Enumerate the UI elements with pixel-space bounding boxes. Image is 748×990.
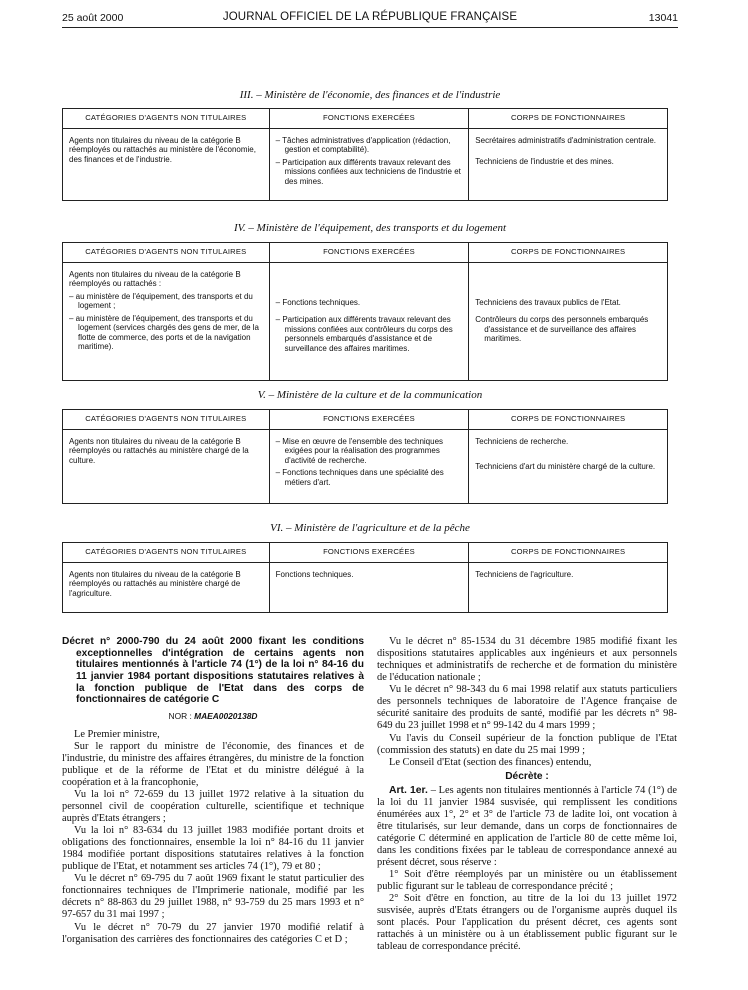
cell-corps <box>469 430 668 504</box>
col-header-corps: CORPS DE FONCTIONNAIRES <box>469 410 668 430</box>
cell-categories <box>63 563 270 613</box>
cell-text: Agents non titulaires du niveau de la catégorie B réemployés ou rattachés au ministère de l'économie, des finances et de l'industrie. <box>69 136 256 164</box>
decree-left-column <box>62 636 364 946</box>
cell-text: Agents non titulaires du niveau de la catégorie B réemployés ou rattachés au ministère chargé de l'agriculture. <box>69 570 241 598</box>
cell-text: – Fonctions techniques. <box>275 298 361 307</box>
cell-categories <box>63 430 270 504</box>
paragraph: Vu le décret n° 85-1534 du 31 décembre 1985 modifié fixant les dispositions statutaires applicables aux ingénieurs et aux personnels techniques et administratifs de recherche et de formation du ministère de l'éducation nationale ; <box>377 636 677 684</box>
col-header-corps: CORPS DE FONCTIONNAIRES <box>469 543 668 563</box>
cell-text: Secrétaires administratifs d'administration centrale. <box>475 136 657 145</box>
decrete-heading: Décrète : <box>505 770 549 782</box>
col-header-categories: CATÉGORIES D'AGENTS NON TITULAIRES <box>63 109 270 129</box>
cell-text: Techniciens de recherche. <box>475 437 569 446</box>
cell-text: – au ministère de l'équipement, des transports et du logement (services chargés des gens de mer, de la flotte de commerce, des ports et de la navigation maritime). <box>69 313 259 352</box>
cell-text: Techniciens de l'industrie et des mines. <box>475 157 614 167</box>
cell-text: Contrôleurs du corps des personnels embarqués d'assistance et de surveillance des affaires maritimes. <box>475 315 649 344</box>
cell-fonctions <box>269 563 469 613</box>
col-header-corps: CORPS DE FONCTIONNAIRES <box>469 243 668 263</box>
cell-categories <box>63 129 270 201</box>
paragraph: Vu l'avis du Conseil supérieur de la fonction publique de l'Etat (commission des statuts) en date du 25 mai 1999 ; <box>377 732 677 756</box>
col-header-fonctions: FONCTIONS EXERCÉES <box>269 109 469 129</box>
table-section-v <box>62 409 668 504</box>
nor-code: MAEA0020138D <box>194 710 258 721</box>
page-header <box>62 10 678 28</box>
col-header-categories: CATÉGORIES D'AGENTS NON TITULAIRES <box>63 243 270 263</box>
cell-text: – Fonctions techniques dans une spécialité des métiers d'art. <box>275 468 444 487</box>
cell-text: – Participation aux différents travaux relevant des missions confiées aux contrôleurs du corps des personnels embarqués d'assistance et de surveillance des affaires maritimes. <box>275 315 453 353</box>
article-item: 2° Soit d'être en fonction, au titre de la loi du 13 juillet 1972 susvisée, auprès d'Etats étrangers ou de l'organisme auprès duquel ils sont placés. Pour l'application du présent décret, ces agents sont rattachés à un ministère ou à un établissement public figurant sur le tableau de correspondance précité. <box>377 893 677 953</box>
cell-corps <box>469 563 668 613</box>
table-section-iv <box>62 242 668 381</box>
section-title-vi: VI. – Ministère de l'agriculture et de la pêche <box>270 522 470 534</box>
cell-text: Agents non titulaires du niveau de la catégorie B réemployés ou rattachés au ministère chargé de la culture. <box>69 437 249 465</box>
article-item: 1° Soit d'être réemployés par un ministère ou un établissement public figurant sur le tableau de correspondance précité ; <box>377 868 677 893</box>
cell-categories <box>63 263 270 381</box>
cell-corps <box>469 129 668 201</box>
paragraph: Vu la loi n° 72-659 du 13 juillet 1972 relative à la situation du personnel civil de coopération culturelle, scientifique et technique auprès d'Etats étrangers ; <box>62 788 364 824</box>
journal-title: JOURNAL OFFICIEL DE LA RÉPUBLIQUE FRANÇAISE <box>222 11 518 23</box>
cell-text: Techniciens de l'agriculture. <box>475 570 574 579</box>
cell-fonctions <box>269 129 469 201</box>
article-label: Art. 1er. <box>389 784 428 796</box>
cell-fonctions <box>269 430 469 504</box>
table-section-vi <box>62 542 668 613</box>
col-header-categories: CATÉGORIES D'AGENTS NON TITULAIRES <box>63 410 270 430</box>
section-title-v: V. – Ministère de la culture et de la communication <box>257 389 483 401</box>
cell-corps <box>469 263 668 381</box>
nor-label: NOR : <box>168 710 192 721</box>
cell-text: – au ministère de l'équipement, des transports et du logement ; <box>69 291 253 311</box>
cell-text: – Tâches administratives d'application (rédaction, gestion et comptabilité). <box>275 136 451 155</box>
col-header-corps: CORPS DE FONCTIONNAIRES <box>469 109 668 129</box>
page-number: 13041 <box>648 12 678 24</box>
table-section-iii <box>62 108 668 201</box>
nor-reference <box>62 712 364 722</box>
paragraph: Vu la loi n° 83-634 du 13 juillet 1983 modifiée portant droits et obligations des fonctionnaires, ensemble la loi n° 84-16 du 11 janvier 1984 modifiée portant dispositions statutaires relatives à la fonction publique de l'Etat, et notamment ses articles 74 (1°), 79 et 80 ; <box>62 825 364 873</box>
paragraph: Vu le décret n° 69-795 du 7 août 1969 fixant le statut particulier des fonctionnaires techniques de l'Imprimerie nationale, modifié par les décrets n° 88-863 du 29 juillet 1988, n° 93-759 du 25 mars 1993 et n° 97-657 du 31 mai 1997 ; <box>62 873 364 921</box>
paragraph: Le Conseil d'Etat (section des finances) entendu, <box>389 756 592 768</box>
cell-text: Agents non titulaires du niveau de la catégorie B réemployés ou rattachés : <box>69 270 241 289</box>
cell-text: Fonctions techniques. <box>275 570 354 579</box>
article-1 <box>377 785 677 869</box>
section-title-iv: IV. – Ministère de l'équipement, des transports et du logement <box>233 222 507 234</box>
paragraph: Vu le décret n° 70-79 du 27 janvier 1970 modifié relatif à l'organisation des carrières des fonctionnaires des catégories C et D ; <box>62 921 364 945</box>
article-text: – Les agents non titulaires mentionnés à l'article 74 (1°) de la loi du 11 janvier 1984 susvisée, qui remplissent les conditions énumérées aux 1°, 2° et 3° de l'article 73 de ladite loi, ont vocation à être titularisés, sur leur demande, dans un corps de fonctionnaires de catégorie C déterminé en application de l'article 80 de cette même loi, dans les conditions fixées par le tableau de correspondance annexé au présent décret, sous réserve : <box>377 784 677 868</box>
cell-text: Techniciens des travaux publics de l'Etat. <box>475 298 621 307</box>
col-header-fonctions: FONCTIONS EXERCÉES <box>269 543 469 563</box>
section-title-iii: III. – Ministère de l'économie, des finances et de l'industrie <box>239 89 501 101</box>
col-header-categories: CATÉGORIES D'AGENTS NON TITULAIRES <box>63 543 270 563</box>
cell-text: – Participation aux différents travaux relevant des missions confiées aux techniciens de l'industrie et des mines. <box>275 157 461 186</box>
paragraph: Le Premier ministre, <box>74 728 160 740</box>
cell-text: Techniciens d'art du ministère chargé de la culture. <box>475 462 656 472</box>
col-header-fonctions: FONCTIONS EXERCÉES <box>269 243 469 263</box>
issue-date: 25 août 2000 <box>62 12 124 24</box>
paragraph: Sur le rapport du ministre de l'économie, des finances et de l'industrie, du ministre des affaires étrangères, du ministre de la fonction publique et de la réforme de l'Etat et du ministre délégué à la coopération et à la francophonie, <box>62 740 364 788</box>
paragraph: Vu le décret n° 98-343 du 6 mai 1998 relatif aux statuts particuliers des personnels techniques de laboratoire de l'Agence française de sécurité sanitaire des produits de santé, modifié par les décrets n° 98-649 du 23 juillet 1998 et n° 99-142 du 4 mars 1999 ; <box>377 684 677 732</box>
cell-text: – Mise en œuvre de l'ensemble des techniques exigées pour la réalisation des programmes d'activité de recherche. <box>275 437 444 465</box>
decree-title: Décret n° 2000-790 du 24 août 2000 fixant les conditions exceptionnelles d'intégration de certains agents non titulaires mentionnés à l'article 74 (1°) de la loi n° 84-16 du 11 janvier 1984 portant dispositions statutaires relatives à la fonction publique de l'Etat dans des corps de fonctionnaires de catégorie C <box>62 636 364 706</box>
col-header-fonctions: FONCTIONS EXERCÉES <box>269 410 469 430</box>
cell-fonctions <box>269 263 469 381</box>
decree-right-column <box>377 636 677 953</box>
